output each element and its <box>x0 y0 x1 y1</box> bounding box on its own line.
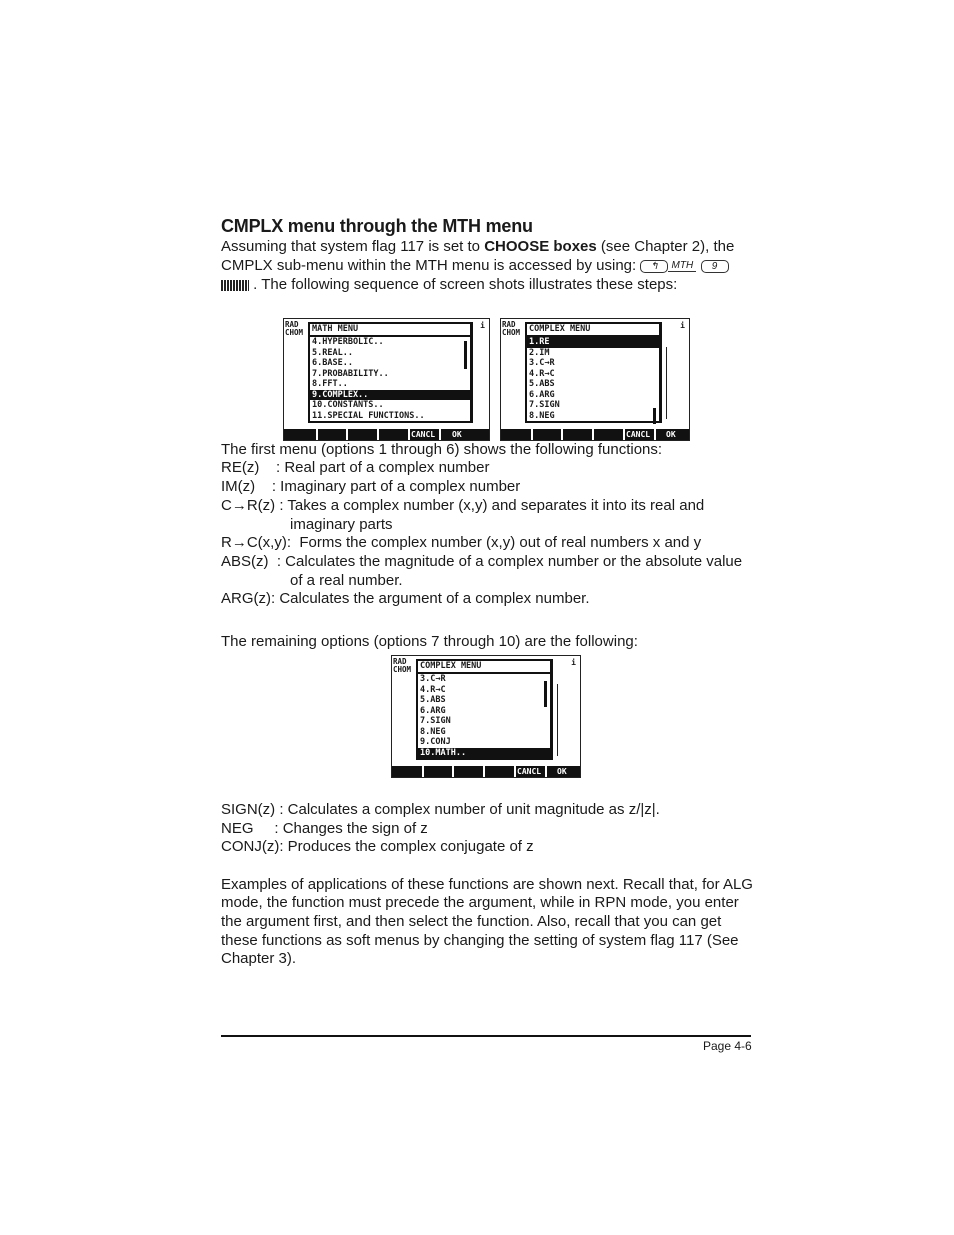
menu-item[interactable]: 5.ABS <box>420 695 446 705</box>
examples-line: the argument first, and then select the function. Also, recall that you can get <box>221 913 722 930</box>
intro-text: Assuming that system flag 117 is set to <box>221 238 481 255</box>
menu-item[interactable]: 5.REAL.. <box>312 347 353 358</box>
examples-line: these functions as soft menus by changing the setting of system flag 117 (See <box>221 932 739 949</box>
choose-boxes-label: CHOOSE boxes <box>484 238 597 255</box>
calc-screen-complex-menu <box>500 318 690 441</box>
menu-item[interactable]: 10.MATH.. <box>418 748 550 759</box>
examples-line: mode, the function must precede the argument, while in RPN mode, you enter <box>221 894 739 911</box>
menu-item[interactable]: 2.IM <box>529 347 550 358</box>
function-neg: NEG : Changes the sign of z <box>221 820 428 837</box>
scrollbar <box>464 341 467 369</box>
function-c-to-r: C→R(z) : Takes a complex number (x,y) and separates it into its real and <box>221 497 705 514</box>
menu-item[interactable]: 4.R→C <box>529 368 555 379</box>
function-re: RE(z) : Real part of a complex number <box>221 459 490 476</box>
footer-rule <box>221 1035 751 1037</box>
menu-item[interactable]: 1.RE <box>527 337 659 348</box>
choose-box-complex-menu <box>416 659 553 760</box>
ok-softkey-icon <box>221 280 249 291</box>
ok-softkey[interactable]: OK <box>452 430 462 439</box>
scrollbar <box>653 408 656 424</box>
examples-line: Chapter 3). <box>221 950 297 967</box>
cancel-softkey[interactable]: CANCL <box>411 430 436 439</box>
key-9: 9 <box>701 260 729 273</box>
function-abs-cont: of a real number. <box>290 572 403 589</box>
examples-line: Examples of applications of these functions are shown next. Recall that, for ALG <box>221 876 753 893</box>
menu-item[interactable]: 5.ABS <box>529 379 555 389</box>
choose-box-complex-menu <box>525 322 662 423</box>
cancel-softkey[interactable]: CANCL <box>517 767 542 776</box>
info-indicator: i <box>680 321 685 330</box>
info-indicator: i <box>571 658 576 667</box>
ok-softkey[interactable]: OK <box>557 767 567 776</box>
function-sign: SIGN(z) : Calculates a complex number of unit magnitude as z/|z|. <box>221 801 660 818</box>
status-indicator: RAD CHOM <box>393 657 412 674</box>
function-conj: CONJ(z): Produces the complex conjugate of z <box>221 838 534 855</box>
intro-text-post: (see Chapter 2), the <box>600 238 735 255</box>
menu-item[interactable]: 6.ARG <box>420 705 446 716</box>
screen-border <box>557 684 580 756</box>
remaining-text: The remaining options (options 7 through 10) are the following: <box>221 633 638 650</box>
function-r-to-c: R→C(x,y): Forms the complex number (x,y) out of real numbers x and y <box>221 534 702 551</box>
page-number: Page 4-6 <box>703 1039 752 1053</box>
menu-item[interactable]: 4.HYPERBOLIC.. <box>312 337 384 347</box>
status-indicator: RAD CHOM <box>502 320 521 337</box>
function-arg: ARG(z): Calculates the argument of a complex number. <box>221 590 590 607</box>
ok-softkey[interactable]: OK <box>666 430 676 439</box>
softkey-bar <box>284 429 489 440</box>
intro-line-3 <box>221 276 677 295</box>
section-heading: CMPLX menu through the MTH menu <box>221 216 533 236</box>
scrollbar <box>544 681 547 707</box>
softkey-bar <box>501 429 689 440</box>
softkey-bar <box>392 766 580 777</box>
menu-item[interactable]: 8.NEG <box>529 410 555 421</box>
first-menu-text: The first menu (options 1 through 6) shows the following functions: <box>221 441 663 458</box>
function-im: IM(z) : Imaginary part of a complex number <box>221 478 521 495</box>
menu-item[interactable]: 3.C→R <box>420 674 446 684</box>
calc-screen-math-menu <box>283 318 490 441</box>
intro-line-1 <box>221 238 734 257</box>
mth-key-label: MTH <box>668 260 696 272</box>
menu-item[interactable]: 8.NEG <box>420 726 446 737</box>
menu-item[interactable]: 6.ARG <box>529 389 555 400</box>
menu-item[interactable]: 9.CONJ <box>420 737 451 747</box>
intro-text-2: CMPLX sub-menu within the MTH menu is accessed by using: <box>221 257 637 274</box>
menu-item[interactable]: 4.R→C <box>420 684 446 695</box>
menu-item[interactable]: 7.SIGN <box>420 716 451 726</box>
intro-text-3: . The following sequence of screen shots illustrates these steps: <box>253 276 678 293</box>
menu-item[interactable]: 6.BASE.. <box>312 358 353 368</box>
calc-screen-complex-menu-scrolled <box>391 655 581 778</box>
status-indicator: RAD CHOM <box>285 320 304 337</box>
cancel-softkey[interactable]: CANCL <box>626 430 651 439</box>
menu-item[interactable]: 11.SPECIAL FUNCTIONS.. <box>312 410 425 421</box>
menu-item[interactable]: 7.SIGN <box>529 400 560 410</box>
function-abs: ABS(z) : Calculates the magnitude of a complex number or the absolute value <box>221 553 743 570</box>
menu-item[interactable]: 8.FFT.. <box>312 379 348 389</box>
menu-item[interactable]: 7.PROBABILITY.. <box>312 368 389 379</box>
intro-line-2 <box>221 257 729 276</box>
function-c-to-r-cont: imaginary parts <box>290 516 393 533</box>
menu-title: COMPLEX MENU <box>527 324 659 337</box>
choose-box-math-menu <box>308 322 473 423</box>
menu-item[interactable]: 10.CONSTANTS.. <box>312 400 384 410</box>
screen-border <box>666 347 689 419</box>
info-indicator: i <box>480 321 485 330</box>
menu-title: MATH MENU <box>310 324 470 337</box>
menu-title: COMPLEX MENU <box>418 661 550 674</box>
menu-item[interactable]: 3.C→R <box>529 358 555 368</box>
menu-item[interactable]: 9.COMPLEX.. <box>310 390 470 401</box>
left-shift-key-icon: ↰ <box>640 260 668 273</box>
